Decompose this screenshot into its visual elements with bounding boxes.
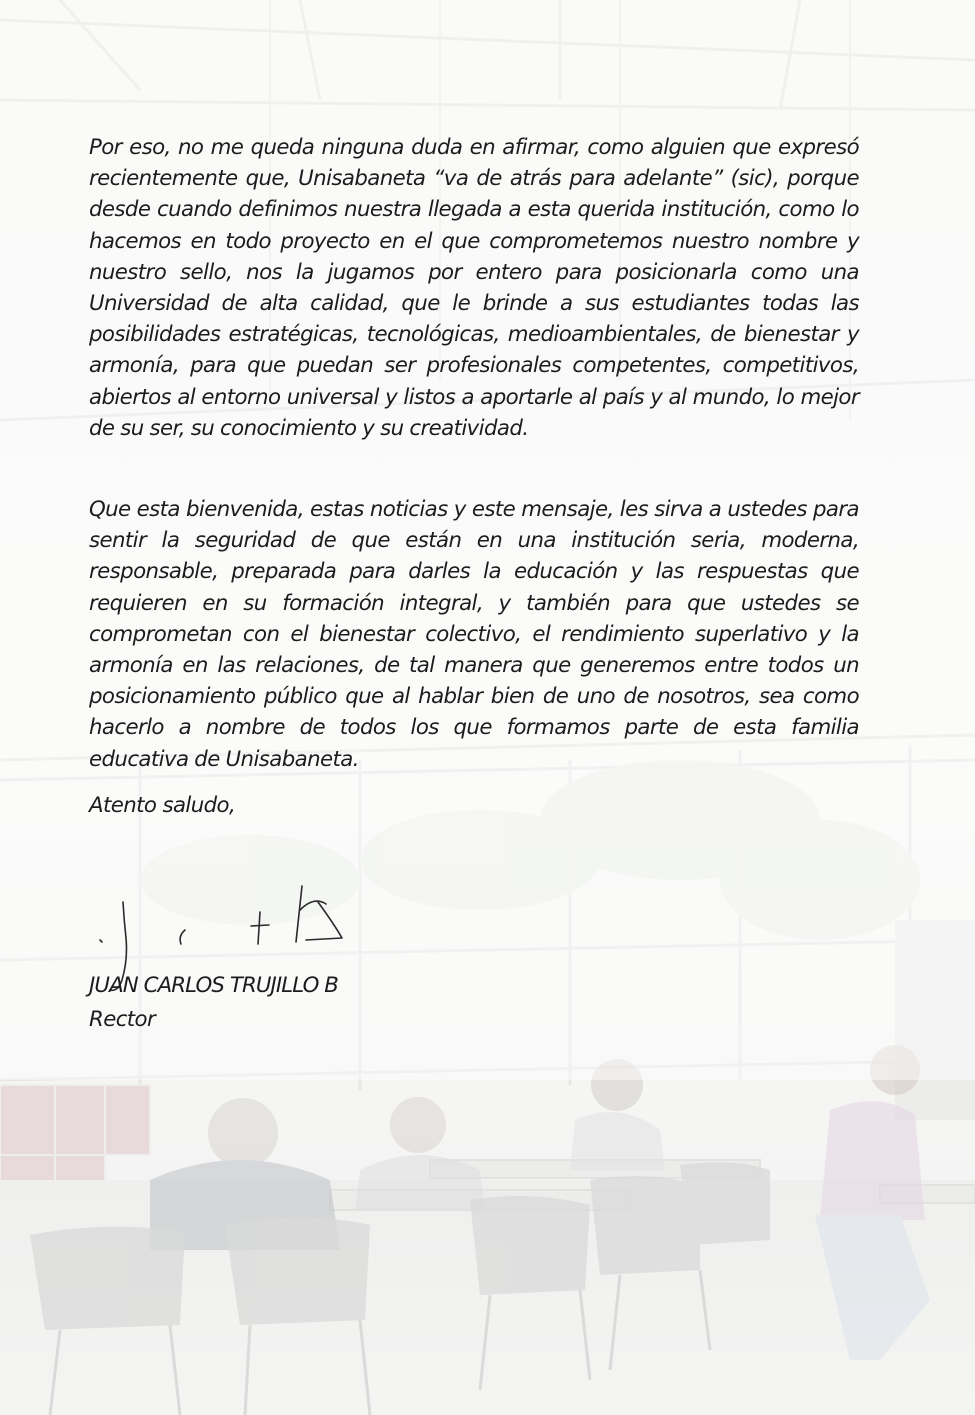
closing-salutation: Atento saludo, [89, 793, 236, 818]
signer-role: Rector [89, 1007, 156, 1032]
signer-name: JUAN CARLOS TRUJILLO B [89, 973, 339, 998]
letter-paragraph-2: Que esta bienvenida, estas noticias y este mensaje, les sirva a ustedes para sentir la seguridad de que están en una institución seria, moderna, responsable, preparada para darles la educación y las respuestas que requieren en su formación integral, y también para que ustedes se comprometan con el bienestar colectivo, el rendimiento superlativo y la armonía en las relaciones, de tal manera que generemos entre todos un posicionamiento público que al hablar bien de uno de nosotros, sea como hacerlo a nombre de todos los que formamos parte de esta familia educativa de Unisabaneta. [89, 497, 859, 772]
letter-paragraph-1: Por eso, no me queda ninguna duda en afirmar, como alguien que expresó recientemente que, Unisabaneta “va de atrás para adelante” (sic), porque desde cuando definimos nuestra llegada a esta querida institución, como lo hacemos en todo proyecto en el que comprometemos nuestro nombre y nuestro sello, nos la jugamos por entero para posicionarla como una Universidad de alta calidad, que le brinde a sus estudiantes todas las posibilidades estratégicas, tecnológicas, medioambientales, de bienestar y armonía, para que puedan ser profesionales competentes, competitivos, abiertos al entorno universal y listos a aportarle al país y al mundo, lo mejor de su ser, su conocimiento y su creatividad. [89, 135, 859, 441]
